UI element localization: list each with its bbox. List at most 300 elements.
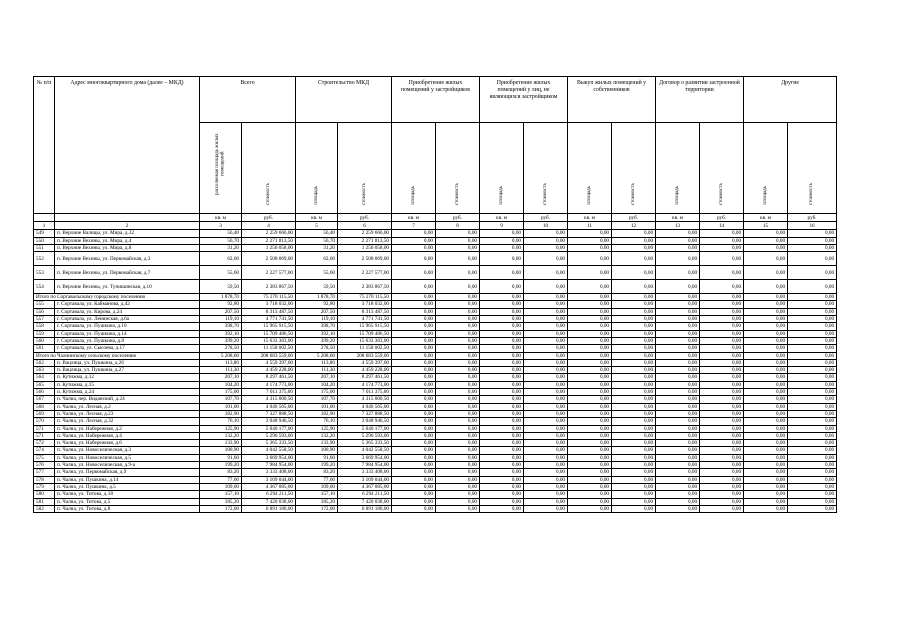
zero-area-cell: 0,00	[656, 403, 700, 410]
zero-area-cell: 0,00	[392, 491, 436, 498]
total-area-cell: 185,20	[200, 498, 242, 505]
zero-cost-cell: 0,00	[788, 330, 837, 337]
table-row	[34, 491, 837, 498]
zero-cost-cell: 0,00	[700, 237, 744, 244]
row-number: 549	[34, 230, 55, 237]
zero-cost-cell: 0,00	[524, 308, 568, 315]
zero-cost-cell: 0,00	[612, 425, 656, 432]
zero-area-cell: 0,00	[480, 252, 524, 266]
total-area-cell: 91,60	[200, 454, 242, 461]
zero-area-cell: 0,00	[568, 491, 612, 498]
zero-area-cell: 0,00	[656, 294, 700, 301]
row-number: 565	[34, 381, 55, 388]
zero-cost-cell: 0,00	[612, 389, 656, 396]
header-group-developer-purchase: Приобретение жилых помещений у застройщиков	[392, 77, 480, 123]
total-cost-cell: 2 508 069,00	[242, 252, 296, 266]
column-number-cell: 16	[788, 222, 837, 230]
zero-area-cell: 0,00	[480, 323, 524, 330]
zero-cost-cell: 0,00	[788, 396, 837, 403]
zero-cost-cell: 0,00	[436, 374, 480, 381]
zero-area-cell: 0,00	[480, 491, 524, 498]
zero-cost-cell: 0,00	[788, 352, 837, 359]
empty-unit-cell	[34, 214, 55, 222]
zero-cost-cell: 0,00	[700, 396, 744, 403]
construction-area-cell: 109,00	[296, 483, 338, 490]
construction-cost-cell: 15 709 486,50	[338, 330, 392, 337]
zero-cost-cell: 0,00	[436, 301, 480, 308]
table-row	[34, 476, 837, 483]
column-number-cell: 1	[34, 222, 55, 230]
zero-area-cell: 0,00	[656, 352, 700, 359]
column-number-cell: 4	[242, 222, 296, 230]
zero-cost-cell: 0,00	[524, 483, 568, 490]
subheader-cost-label: стоимость	[630, 183, 636, 205]
zero-cost-cell: 0,00	[436, 403, 480, 410]
zero-area-cell: 0,00	[480, 410, 524, 417]
row-number: 577	[34, 469, 55, 476]
unit-cell: кв. м	[480, 214, 524, 222]
zero-cost-cell: 0,00	[788, 337, 837, 344]
construction-area-cell: 207,50	[296, 308, 338, 315]
row-address: п. Чална, ул. Новоселическая, д.3	[55, 447, 200, 454]
table-row	[34, 345, 837, 352]
row-number: 569	[34, 410, 55, 417]
construction-area-cell: 185,20	[296, 498, 338, 505]
zero-area-cell: 0,00	[568, 280, 612, 294]
row-address: г. Сортавала, ул. Кирова, д.24	[55, 308, 200, 315]
zero-area-cell: 0,00	[744, 396, 788, 403]
zero-cost-cell: 0,00	[612, 410, 656, 417]
total-area-cell: 392,10	[200, 330, 242, 337]
zero-area-cell: 0,00	[744, 367, 788, 374]
header-group-other: Другие	[744, 77, 837, 123]
zero-cost-cell: 0,00	[436, 316, 480, 323]
zero-cost-cell: 0,00	[788, 483, 837, 490]
construction-cost-cell: 2 259 666,00	[338, 230, 392, 237]
subheader-area	[296, 123, 338, 214]
total-cost-cell: 7 327 888,50	[242, 410, 296, 417]
row-address: п. Чална, ул. Новоселическая, д.9-а	[55, 462, 200, 469]
total-area-cell: 77,60	[200, 476, 242, 483]
zero-cost-cell: 0,00	[524, 337, 568, 344]
unit-cell: руб.	[612, 214, 656, 222]
zero-area-cell: 0,00	[656, 252, 700, 266]
zero-area-cell: 0,00	[480, 476, 524, 483]
zero-cost-cell: 0,00	[700, 389, 744, 396]
zero-area-cell: 0,00	[392, 352, 436, 359]
total-area-cell: 133,90	[200, 440, 242, 447]
zero-cost-cell: 0,00	[700, 345, 744, 352]
unit-cell: руб.	[436, 214, 480, 222]
construction-cost-cell: 4 459 228,00	[338, 367, 392, 374]
zero-area-cell: 0,00	[480, 237, 524, 244]
total-area-cell: 398,70	[200, 323, 242, 330]
construction-area-cell: 62,60	[296, 252, 338, 266]
total-area-cell: 157,10	[200, 491, 242, 498]
zero-area-cell: 0,00	[568, 345, 612, 352]
construction-area-cell: 83,20	[296, 469, 338, 476]
construction-cost-cell: 3 333 408,00	[338, 469, 392, 476]
unit-cell: кв. м	[744, 214, 788, 222]
table-row	[34, 301, 837, 308]
construction-cost-cell: 2 227 577,00	[338, 266, 392, 280]
zero-area-cell: 0,00	[480, 308, 524, 315]
construction-area-cell: 101,00	[296, 403, 338, 410]
zero-cost-cell: 0,00	[612, 308, 656, 315]
zero-cost-cell: 0,00	[788, 476, 837, 483]
row-number: 563	[34, 367, 55, 374]
zero-cost-cell: 0,00	[436, 252, 480, 266]
row-address: п. Чална, ул. Титова, д.18	[55, 491, 200, 498]
zero-area-cell: 0,00	[744, 308, 788, 315]
total-area-cell: 76,10	[200, 418, 242, 425]
zero-area-cell: 0,00	[392, 432, 436, 439]
total-cost-cell: 4 315 000,50	[242, 396, 296, 403]
row-address: п. Чална, ул. Набережная, д.2	[55, 425, 200, 432]
zero-cost-cell: 0,00	[436, 498, 480, 505]
subheader-cost	[338, 123, 392, 214]
subheader-area-label: площадь	[410, 186, 416, 205]
zero-cost-cell: 0,00	[700, 440, 744, 447]
row-number: 566	[34, 389, 55, 396]
zero-cost-cell: 0,00	[524, 462, 568, 469]
table-row	[34, 316, 837, 323]
zero-cost-cell: 0,00	[700, 447, 744, 454]
subheader-relocated-area	[200, 123, 242, 214]
construction-cost-cell: 15 633 363,00	[338, 337, 392, 344]
zero-cost-cell: 0,00	[524, 374, 568, 381]
construction-area-cell: 199,20	[296, 462, 338, 469]
zero-area-cell: 0,00	[392, 244, 436, 251]
zero-area-cell: 0,00	[744, 374, 788, 381]
empty-unit-cell	[55, 214, 200, 222]
construction-area-cell: 59,50	[296, 280, 338, 294]
column-number-cell: 3	[200, 222, 242, 230]
row-number: 552	[34, 252, 55, 266]
zero-cost-cell: 0,00	[524, 491, 568, 498]
zero-cost-cell: 0,00	[788, 425, 837, 432]
row-address: г. Сортавала, ул. Кайманова, д.42	[55, 301, 200, 308]
zero-cost-cell: 0,00	[524, 352, 568, 359]
column-number-cell: 14	[700, 222, 744, 230]
zero-cost-cell: 0,00	[436, 396, 480, 403]
row-number: 570	[34, 418, 55, 425]
unit-cell: кв. м	[656, 214, 700, 222]
zero-area-cell: 0,00	[392, 425, 436, 432]
table-row	[34, 462, 837, 469]
zero-cost-cell: 0,00	[436, 323, 480, 330]
zero-area-cell: 0,00	[392, 359, 436, 366]
construction-area-cell: 157,10	[296, 491, 338, 498]
total-cost-cell: 4 559 397,00	[242, 359, 296, 366]
zero-cost-cell: 0,00	[612, 381, 656, 388]
header-group-buyout: Выкуп жилых помещений у собственников	[568, 77, 656, 123]
total-cost-cell: 4 046 565,00	[242, 403, 296, 410]
zero-cost-cell: 0,00	[788, 280, 837, 294]
zero-cost-cell: 0,00	[788, 469, 837, 476]
zero-area-cell: 0,00	[480, 418, 524, 425]
construction-area-cell: 55,60	[296, 266, 338, 280]
zero-area-cell: 0,00	[568, 389, 612, 396]
zero-area-cell: 0,00	[480, 454, 524, 461]
zero-area-cell: 0,00	[656, 389, 700, 396]
zero-cost-cell: 0,00	[612, 447, 656, 454]
total-area-cell: 109,00	[200, 483, 242, 490]
zero-cost-cell: 0,00	[612, 337, 656, 344]
zero-cost-cell: 0,00	[612, 316, 656, 323]
zero-area-cell: 0,00	[568, 244, 612, 251]
zero-cost-cell: 0,00	[788, 491, 837, 498]
construction-cost-cell: 4 046 565,00	[338, 403, 392, 410]
row-number: 576	[34, 462, 55, 469]
row-number: 575	[34, 454, 55, 461]
zero-cost-cell: 0,00	[524, 237, 568, 244]
zero-cost-cell: 0,00	[700, 469, 744, 476]
zero-cost-cell: 0,00	[788, 301, 837, 308]
zero-cost-cell: 0,00	[788, 266, 837, 280]
total-area-cell: 56,40	[200, 230, 242, 237]
zero-cost-cell: 0,00	[788, 389, 837, 396]
zero-cost-cell: 0,00	[436, 359, 480, 366]
zero-area-cell: 0,00	[744, 280, 788, 294]
zero-cost-cell: 0,00	[436, 237, 480, 244]
zero-cost-cell: 0,00	[524, 454, 568, 461]
zero-cost-cell: 0,00	[524, 359, 568, 366]
construction-area-cell: 77,60	[296, 476, 338, 483]
zero-area-cell: 0,00	[744, 244, 788, 251]
zero-area-cell: 0,00	[392, 374, 436, 381]
zero-area-cell: 0,00	[480, 483, 524, 490]
zero-area-cell: 0,00	[392, 308, 436, 315]
zero-area-cell: 0,00	[744, 410, 788, 417]
zero-cost-cell: 0,00	[612, 454, 656, 461]
table-row	[34, 252, 837, 266]
zero-area-cell: 0,00	[480, 505, 524, 512]
row-number: 580	[34, 491, 55, 498]
construction-cost-cell: 7 984 954,00	[338, 462, 392, 469]
zero-cost-cell: 0,00	[612, 505, 656, 512]
zero-cost-cell: 0,00	[436, 476, 480, 483]
table-row	[34, 403, 837, 410]
construction-area-cell: 104,20	[296, 381, 338, 388]
subtotal-title: Итого по Чалнинскому сельскому поселению	[34, 352, 200, 359]
zero-area-cell: 0,00	[744, 483, 788, 490]
zero-area-cell: 0,00	[480, 359, 524, 366]
construction-area-cell: 172,00	[296, 505, 338, 512]
zero-cost-cell: 0,00	[524, 280, 568, 294]
zero-area-cell: 0,00	[656, 476, 700, 483]
row-address: п. Чална, ул. Набережная, д.4	[55, 432, 200, 439]
zero-area-cell: 0,00	[656, 280, 700, 294]
zero-area-cell: 0,00	[744, 252, 788, 266]
total-area-cell: 278,50	[200, 345, 242, 352]
row-address: г. Сортавала, ул. Пушкина, д.8	[55, 337, 200, 344]
zero-cost-cell: 0,00	[700, 491, 744, 498]
zero-area-cell: 0,00	[480, 403, 524, 410]
zero-cost-cell: 0,00	[788, 230, 837, 237]
zero-area-cell: 0,00	[480, 330, 524, 337]
row-address: п. Верхние Вехины, ул. Мира, д.4	[55, 237, 200, 244]
row-address: г. Сортавала, ул. Сысоева, д.17	[55, 345, 200, 352]
row-number: 553	[34, 266, 55, 280]
total-cost-cell: 75 270 115,50	[242, 294, 296, 301]
row-address: п. Чална, ул. Новоселическая, д.5	[55, 454, 200, 461]
subheader-cost-label: стоимость	[361, 183, 367, 205]
row-address: п. Чална, ул. Титова, д.8	[55, 505, 200, 512]
zero-area-cell: 0,00	[568, 252, 612, 266]
zero-area-cell: 0,00	[392, 403, 436, 410]
zero-area-cell: 0,00	[656, 316, 700, 323]
total-area-cell: 399,20	[200, 337, 242, 344]
subheader-relocated-area-label: расселяемая площадь жилых помещений	[214, 133, 226, 195]
zero-cost-cell: 0,00	[612, 432, 656, 439]
row-address: п. Чална, пер. Виданский, д.24	[55, 396, 200, 403]
zero-area-cell: 0,00	[568, 454, 612, 461]
unit-cell: руб.	[700, 214, 744, 222]
zero-area-cell: 0,00	[656, 396, 700, 403]
construction-cost-cell: 15 965 915,50	[338, 323, 392, 330]
row-address: п. Чална, ул. Набережная, д.6	[55, 440, 200, 447]
construction-cost-cell: 1 250 058,00	[338, 244, 392, 251]
zero-cost-cell: 0,00	[612, 418, 656, 425]
zero-area-cell: 0,00	[480, 396, 524, 403]
construction-area-cell: 76,10	[296, 418, 338, 425]
zero-cost-cell: 0,00	[788, 432, 837, 439]
zero-area-cell: 0,00	[568, 505, 612, 512]
row-address: п. Чална, ул. Лесная, д.23	[55, 410, 200, 417]
total-area-cell: 100,90	[200, 447, 242, 454]
total-area-cell: 199,20	[200, 462, 242, 469]
subtotal-title: Итого по Сортавальскому городскому поселению	[34, 294, 200, 301]
zero-area-cell: 0,00	[392, 418, 436, 425]
table-row	[34, 418, 837, 425]
zero-area-cell: 0,00	[392, 252, 436, 266]
row-number: 560	[34, 337, 55, 344]
zero-area-cell: 0,00	[568, 367, 612, 374]
zero-cost-cell: 0,00	[700, 462, 744, 469]
zero-cost-cell: 0,00	[612, 367, 656, 374]
zero-area-cell: 0,00	[568, 237, 612, 244]
construction-cost-cell: 7 420 038,00	[338, 498, 392, 505]
zero-area-cell: 0,00	[656, 330, 700, 337]
row-number: 579	[34, 483, 55, 490]
zero-cost-cell: 0,00	[700, 294, 744, 301]
zero-cost-cell: 0,00	[524, 252, 568, 266]
zero-area-cell: 0,00	[744, 440, 788, 447]
zero-cost-cell: 0,00	[700, 410, 744, 417]
subheader-area-label: площадь	[762, 186, 768, 205]
zero-area-cell: 0,00	[480, 316, 524, 323]
zero-area-cell: 0,00	[392, 367, 436, 374]
table-row	[34, 330, 837, 337]
zero-area-cell: 0,00	[744, 230, 788, 237]
row-address: п. Чална, ул. Пушкина, д.5	[55, 483, 200, 490]
zero-cost-cell: 0,00	[612, 230, 656, 237]
row-number: 555	[34, 301, 55, 308]
total-area-cell: 83,20	[200, 469, 242, 476]
row-address: п. Верхние Вехины, ул. Мира, д.8	[55, 244, 200, 251]
total-area-cell: 5 208,60	[200, 352, 242, 359]
zero-area-cell: 0,00	[568, 316, 612, 323]
total-cost-cell: 5 296 593,00	[242, 432, 296, 439]
construction-area-cell: 5 208,60	[296, 352, 338, 359]
zero-area-cell: 0,00	[656, 410, 700, 417]
zero-area-cell: 0,00	[744, 462, 788, 469]
row-address: п. Верхние Вехины, ул. Первомайская, д.3	[55, 252, 200, 266]
zero-area-cell: 0,00	[656, 498, 700, 505]
unit-cell: руб.	[242, 214, 296, 222]
zero-area-cell: 0,00	[480, 352, 524, 359]
unit-cell: кв. м	[200, 214, 242, 222]
row-number: 571	[34, 432, 55, 439]
construction-area-cell: 107,70	[296, 396, 338, 403]
column-numbers-row	[34, 222, 837, 230]
zero-cost-cell: 0,00	[524, 389, 568, 396]
column-number-cell: 10	[524, 222, 568, 230]
subheader-area-label: площадь	[674, 186, 680, 205]
unit-cell: руб.	[524, 214, 568, 222]
zero-area-cell: 0,00	[656, 345, 700, 352]
subtotal-row	[34, 352, 837, 359]
subheader-cost	[700, 123, 744, 214]
subheader-area-label: площадь	[586, 186, 592, 205]
row-address: п. Верхние Валицы, ул. Мира, д.32	[55, 230, 200, 237]
zero-cost-cell: 0,00	[700, 425, 744, 432]
zero-area-cell: 0,00	[480, 294, 524, 301]
total-area-cell: 1 878,70	[200, 294, 242, 301]
zero-area-cell: 0,00	[480, 381, 524, 388]
zero-area-cell: 0,00	[568, 483, 612, 490]
zero-cost-cell: 0,00	[436, 244, 480, 251]
zero-cost-cell: 0,00	[612, 280, 656, 294]
zero-cost-cell: 0,00	[436, 440, 480, 447]
zero-area-cell: 0,00	[480, 374, 524, 381]
zero-area-cell: 0,00	[568, 374, 612, 381]
zero-area-cell: 0,00	[744, 301, 788, 308]
total-cost-cell: 2 383 867,50	[242, 280, 296, 294]
zero-cost-cell: 0,00	[788, 237, 837, 244]
total-area-cell: 101,00	[200, 403, 242, 410]
construction-cost-cell: 2 271 813,50	[338, 237, 392, 244]
unit-cell: кв. м	[568, 214, 612, 222]
zero-cost-cell: 0,00	[436, 330, 480, 337]
subheader-cost-label: стоимость	[542, 183, 548, 205]
housing-table-sheet	[33, 76, 836, 513]
table-row	[34, 266, 837, 280]
row-number: 554	[34, 280, 55, 294]
row-number: 562	[34, 359, 55, 366]
total-cost-cell: 7 011 375,00	[242, 389, 296, 396]
zero-cost-cell: 0,00	[612, 330, 656, 337]
table-row	[34, 410, 837, 417]
subheader-area	[656, 123, 700, 214]
row-number: 571	[34, 425, 55, 432]
zero-area-cell: 0,00	[392, 266, 436, 280]
construction-cost-cell: 6 891 180,00	[338, 505, 392, 512]
subheader-area	[392, 123, 436, 214]
zero-area-cell: 0,00	[656, 244, 700, 251]
construction-area-cell: 1 878,70	[296, 294, 338, 301]
total-cost-cell: 7 420 038,00	[242, 498, 296, 505]
zero-area-cell: 0,00	[392, 389, 436, 396]
zero-cost-cell: 0,00	[612, 476, 656, 483]
zero-area-cell: 0,00	[568, 447, 612, 454]
total-cost-cell: 4 367 085,00	[242, 483, 296, 490]
zero-cost-cell: 0,00	[436, 337, 480, 344]
zero-area-cell: 0,00	[656, 454, 700, 461]
table-row	[34, 244, 837, 251]
construction-area-cell: 56,70	[296, 237, 338, 244]
